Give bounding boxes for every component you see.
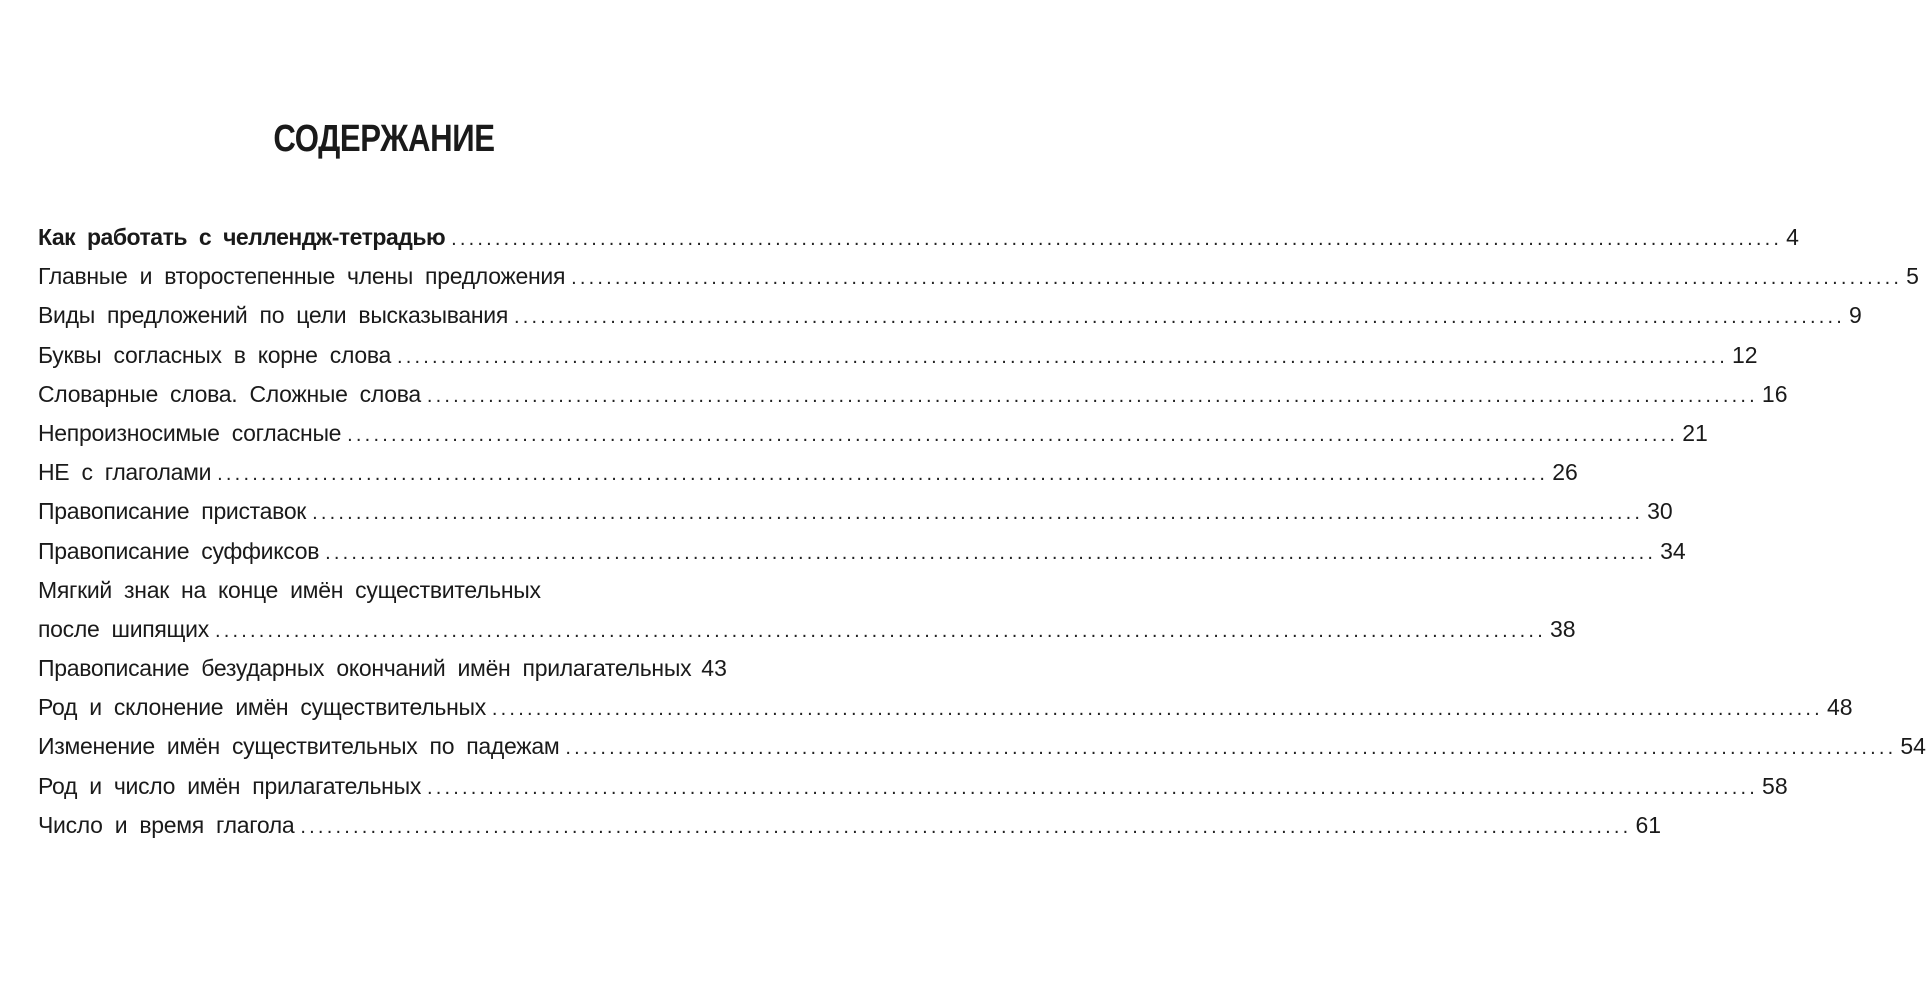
toc-leader-dots: [347, 416, 1678, 455]
toc-entry[interactable]: [38, 453, 1578, 492]
toc-leader-dots: [514, 298, 1845, 337]
toc-leader-dots: [427, 769, 1758, 808]
toc-entry[interactable]: [38, 532, 1686, 571]
toc-leader-dots: [492, 690, 1823, 729]
toc-entry-title: Виды предложений по цели высказывания: [38, 302, 508, 329]
toc-page-number: 5: [1906, 263, 1919, 290]
toc-entry-title-continued: после шипящих: [38, 615, 209, 642]
toc-leader-dots: [312, 494, 1643, 533]
toc-leader-dots: [451, 220, 1782, 259]
toc-leader-dots: [427, 377, 1758, 416]
toc-page-number: 12: [1732, 341, 1758, 368]
toc-entry-title: Буквы согласных в корне слова: [38, 341, 391, 368]
toc-entry-second-line[interactable]: [38, 610, 1576, 649]
toc-leader-dots: [300, 808, 1631, 847]
toc-entry-title: Мягкий знак на конце имён существительных: [38, 576, 541, 603]
toc-page-number: 34: [1660, 537, 1686, 564]
toc-page-number: 30: [1647, 498, 1673, 525]
toc-entry[interactable]: [38, 492, 1673, 531]
page-title: СОДЕРЖАНИЕ: [273, 118, 495, 160]
toc-entry-title: Как работать с челлендж-тетрадью: [38, 224, 446, 250]
toc-entry[interactable]: [38, 727, 1926, 766]
toc-entry-title: Главные и второстепенные члены предложения: [38, 263, 566, 290]
toc-entry[interactable]: [38, 414, 1708, 453]
toc-entry-title: Непроизносимые согласные: [38, 419, 342, 446]
toc-entry-title: Род и число имён прилагательных: [38, 772, 422, 799]
toc-entry[interactable]: [38, 688, 1853, 727]
toc-page-number: 38: [1549, 615, 1576, 642]
toc-entry-first-line[interactable]: [38, 571, 722, 610]
toc-entry-title: НЕ с глаголами: [38, 459, 212, 486]
toc-entry[interactable]: [38, 257, 1919, 296]
toc-page-number: 21: [1682, 419, 1708, 446]
toc-entry[interactable]: [38, 767, 1788, 806]
toc-entry[interactable]: [38, 296, 1862, 335]
toc-entry-title: Правописание суффиксов: [38, 537, 320, 564]
toc-leader-dots: [217, 455, 1548, 494]
toc-page-number: 48: [1826, 694, 1853, 721]
toc-leader-dots: [571, 259, 1902, 298]
toc-entry-title: Словарные слова. Сложные слова: [38, 380, 421, 407]
toc-entry-title: Изменение имён существительных по падежам: [38, 733, 560, 760]
toc-entry-title: Число и время глагола: [38, 811, 295, 838]
toc-entry[interactable]: [38, 806, 1662, 845]
toc-entry[interactable]: [38, 336, 1758, 375]
toc-entry-title: Род и склонение имён существительных: [38, 694, 486, 721]
toc-page-number: 54: [1900, 733, 1926, 760]
toc-entry[interactable]: [38, 649, 727, 688]
toc-entry-title: Правописание приставок: [38, 498, 307, 525]
toc-page-number: 9: [1849, 302, 1862, 329]
toc-page-number: 61: [1635, 811, 1662, 838]
toc-leader-dots: [325, 534, 1656, 573]
toc-entry[interactable]: [38, 218, 1799, 257]
toc-page-number: 16: [1761, 380, 1788, 407]
toc-leader-dots: [565, 729, 1896, 768]
toc-entry-title: Правописание безударных окончаний имён прилагательных: [38, 655, 692, 682]
toc-page-number: 26: [1552, 459, 1578, 486]
toc-entry[interactable]: [38, 375, 1788, 414]
table-of-contents: [38, 218, 1926, 845]
toc-page-number: 58: [1762, 772, 1788, 799]
toc-leader-dots: [215, 612, 1546, 651]
toc-leader-dots: [397, 338, 1728, 377]
toc-page-number: 43: [701, 655, 727, 682]
toc-page-number: 4: [1786, 224, 1799, 250]
